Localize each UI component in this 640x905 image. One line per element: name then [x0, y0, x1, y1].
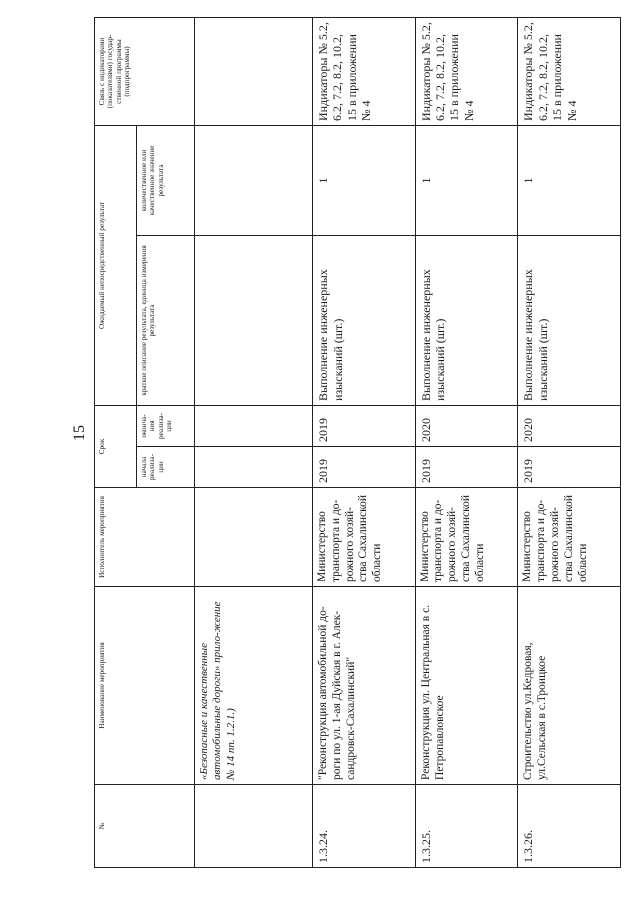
- row-end-year: 2020: [415, 405, 518, 446]
- header-result: Ожидаемый непосредственный результат: [95, 125, 137, 405]
- row-end-year: 2019: [313, 405, 416, 446]
- group-cell-start: [195, 447, 313, 488]
- row-number: 1.3.25.: [415, 785, 518, 868]
- row-executor: Министерство транспорта и до-рожного хозяй-ства Сахалинской области: [313, 488, 416, 587]
- row-number: 1.3.26.: [518, 785, 621, 868]
- row-result-value: 1: [415, 125, 518, 235]
- row-indicator-link: Индикаторы № 5.2, 6.2, 7.2, 8.2, 10.2, 15 в приложении № 4: [415, 17, 518, 125]
- rotated-table-container: [94, 18, 621, 868]
- row-indicator-link: Индикаторы № 5.2, 6.2, 7.2, 8.2, 10.2, 15 в приложении № 4: [313, 17, 416, 125]
- measures-table: [94, 17, 621, 868]
- row-result-description: Выполнение инженерных изысканий (шт.): [518, 235, 621, 405]
- header-term-end: оконча-ния реализа-ции: [137, 405, 195, 446]
- row-measure-name: "Реконструкция автомобильной до-роги по ул. 1-ая Дуйская в г. Алек-сандровск-Сахалинский": [313, 587, 416, 785]
- row-start-year: 2019: [518, 447, 621, 488]
- table-row: [313, 17, 416, 867]
- row-measure-name: Реконструкция ул. Центральная в с. Петропавловское: [415, 587, 518, 785]
- group-cell-link: [195, 17, 313, 125]
- row-executor: Министерство транспорта и до-рожного хозяй-ства Сахалинской области: [415, 488, 518, 587]
- group-cell-name: «Безопасные и качественные автомобильные дороги» прило-жение № 14 пп. 1.2.1.): [195, 587, 313, 785]
- header-term-start: начала реализа-ции: [137, 447, 195, 488]
- header-executor: Исполнитель мероприятия: [95, 488, 195, 587]
- row-number: 1.3.24.: [313, 785, 416, 868]
- row-start-year: 2019: [313, 447, 416, 488]
- row-result-description: Выполнение инженерных изысканий (шт.): [313, 235, 416, 405]
- row-result-value: 1: [313, 125, 416, 235]
- row-executor: Министерство транспорта и до-рожного хозяй-ства Сахалинской области: [518, 488, 621, 587]
- row-indicator-link: Индикаторы № 5.2, 6.2, 7.2, 8.2, 10.2, 15 в приложении № 4: [518, 17, 621, 125]
- header-result-value: количественное или качественное значение результата: [137, 125, 195, 235]
- page-number: 15: [71, 425, 88, 441]
- row-result-value: 1: [518, 125, 621, 235]
- row-end-year: 2020: [518, 405, 621, 446]
- header-term: Срок: [95, 405, 137, 487]
- group-cell-number: [195, 785, 313, 868]
- group-cell-value: [195, 125, 313, 235]
- row-start-year: 2019: [415, 447, 518, 488]
- group-cell-desc: [195, 235, 313, 405]
- header-number: №: [95, 785, 195, 868]
- header-result-desc: краткое описание результата, единица измерения результата: [137, 235, 195, 405]
- header-link: Связь с индикаторами (показателями) государ-ственной программы (подпрограммы): [95, 17, 195, 125]
- group-cell-end: [195, 405, 313, 446]
- header-name: Наименование мероприятия: [95, 587, 195, 785]
- group-cell-executor: [195, 488, 313, 587]
- row-measure-name: Строительство ул.Кедровая, ул.Сельская в с.Троицкое: [518, 587, 621, 785]
- row-result-description: Выполнение инженерных изысканий (шт.): [415, 235, 518, 405]
- table-row: [415, 17, 518, 867]
- group-row: [195, 17, 313, 867]
- table-row: [518, 17, 621, 867]
- header-row-1: [95, 17, 137, 867]
